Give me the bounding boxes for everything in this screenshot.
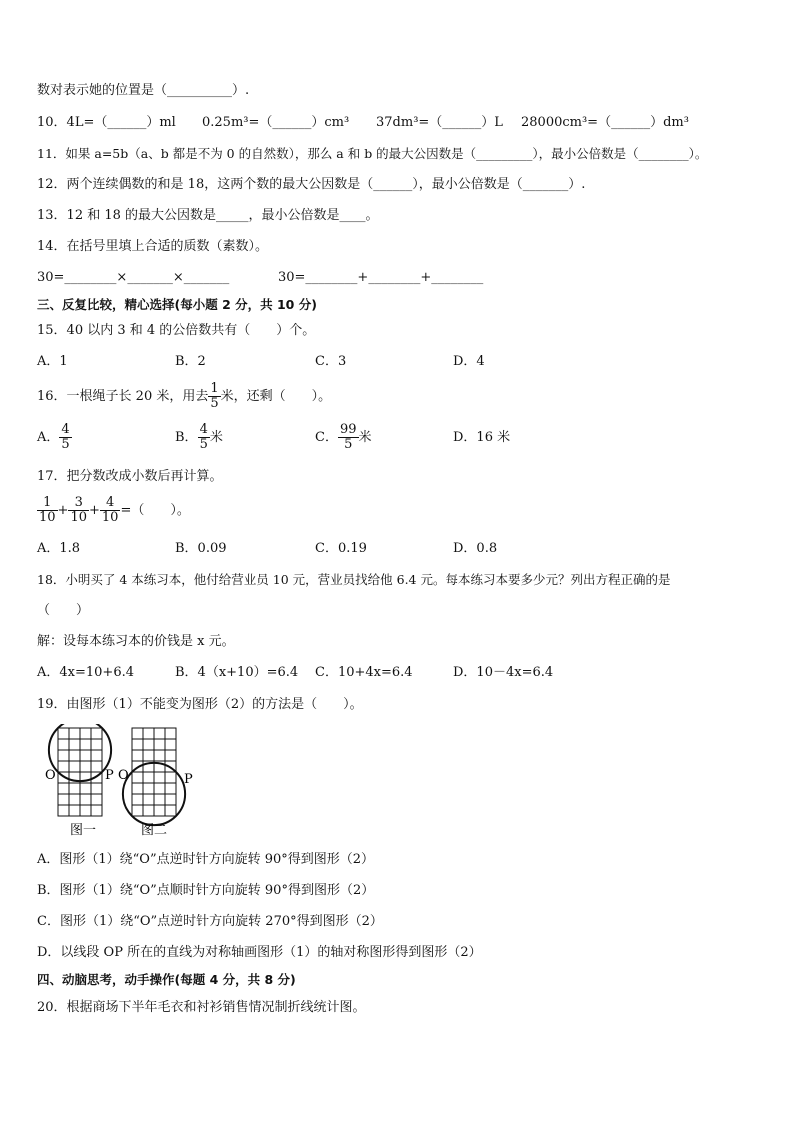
q18-line-3: 解：设每本练习本的价钱是 x 元。: [37, 634, 235, 649]
q17: 17．把分数改成小数后再计算。: [37, 469, 223, 484]
q16-c-num: 99: [339, 422, 357, 437]
q13: 13．12 和 18 的最大公因数是_____，最小公倍数是____。: [37, 208, 379, 223]
q16-option-d: D．16 米: [453, 430, 511, 445]
q18-line-2: （ ）: [37, 603, 90, 618]
q12: 12．两个连续偶数的和是 18，这两个数的最大公因数是（______），最小公倍数是（_______）.: [37, 177, 586, 192]
figure-2-p-label: P: [184, 772, 193, 787]
q10-part-c: 37dm³=（______）L: [376, 115, 503, 130]
q16-a-num: 4: [61, 422, 70, 437]
q18-option-c: C．10+4x=6.4: [315, 665, 413, 680]
q17-option-a: A．1.8: [37, 541, 81, 556]
q18-option-a: A．4x=10+6.4: [37, 665, 134, 680]
q15-option-d: D．4: [453, 354, 485, 369]
q16-option-c: [315, 421, 372, 455]
q19-option-b: B．图形（1）绕“O”点顺时针方向旋转 90°得到图形（2）: [37, 883, 375, 898]
q16-option-a-label: A．: [37, 430, 60, 445]
q19-option-a: A．图形（1）绕“O”点逆时针方向旋转 90°得到图形（2）: [37, 852, 375, 867]
q19-figure: [40, 724, 210, 842]
q16-option-c-frac: [338, 423, 359, 452]
q10-part-a: 10．4L=（______）ml: [37, 115, 176, 130]
q17-option-b: B．0.09: [175, 541, 227, 556]
section-4-heading: 四、动脑思考，动手操作(每题 4 分，共 8 分): [37, 972, 296, 987]
q17-frac-1: [37, 496, 58, 525]
q18-line-1: 18．小明买了 4 本练习本，他付给营业员 10 元，营业员找给他 6.4 元。每本练习本要多少元？列出方程正确的是: [37, 572, 671, 587]
q10-part-d: 28000cm³=（______）dm³: [521, 115, 689, 130]
q19-option-c: C．图形（1）绕“O”点逆时针方向旋转 270°得到图形（2）: [37, 914, 383, 929]
q16-b-unit: 米: [209, 430, 223, 445]
q17-2-den: 10: [70, 510, 87, 525]
q19-option-d: D．以线段 OP 所在的直线为对称轴画图形（1）的轴对称图形得到图形（2）: [37, 945, 482, 960]
section-3-heading: 三、反复比较，精心选择(每小题 2 分，共 10 分): [37, 297, 317, 312]
q16-fraction: [208, 382, 220, 411]
q16-option-a-frac: [59, 423, 71, 452]
q16-option-a: [37, 421, 72, 455]
q16-b-den: 5: [199, 437, 208, 452]
q19: 19．由图形（1）不能变为图形（2）的方法是（ ）。: [37, 697, 363, 712]
q11: 11．如果 a=5b（a、b 都是不为 0 的自然数），那么 a 和 b 的最大公因数是（_________），最小公倍数是（________）。: [37, 146, 708, 161]
q16-option-b-label: B．: [175, 430, 198, 445]
q16-text-post: 米，还剩（ ）。: [220, 389, 332, 404]
q17-expression: $\frac{1}{10}$ + $\frac{3}{10}$ + $\frac{4}{10}$ =（ ）。: [39, 495, 190, 525]
q16-c-den: 5: [344, 437, 353, 452]
q17-1-num: 1: [37, 496, 58, 511]
q16-a-den: 5: [61, 437, 70, 452]
figure-1-grid: [58, 728, 102, 816]
q16-text-pre: 16．一根绳子长 20 米，用去: [37, 389, 209, 404]
q16-c-unit: 米: [358, 430, 372, 445]
q16-option-b: [175, 421, 223, 455]
figure-2-caption: 图二: [141, 823, 168, 838]
q16-frac-num: 1: [210, 381, 219, 396]
q17-frac-3: [100, 496, 121, 525]
figure-1-caption: 图一: [70, 823, 97, 838]
q16: [37, 382, 331, 412]
q18-option-b: B．4（x+10）=6.4: [175, 665, 299, 680]
q9-tail: 数对表示她的位置是（__________）.: [37, 83, 250, 98]
q17-3-den: 10: [101, 510, 119, 525]
q16-option-b-frac: [198, 423, 210, 452]
q17-option-c: C．0.19: [315, 541, 367, 556]
q16-option-c-label: C．: [315, 430, 338, 445]
q15-option-c: C．3: [315, 354, 347, 369]
q14-sum: 30=________+________+________: [278, 270, 484, 285]
q14: 14．在括号里填上合适的质数（素数）。: [37, 239, 269, 254]
q18-option-d: D．10－4x=6.4: [453, 665, 554, 680]
q17-2-num: 3: [68, 496, 89, 511]
q17-option-d: D．0.8: [453, 541, 498, 556]
q20: 20．根据商场下半年毛衣和衬衫销售情况制折线统计图。: [37, 1000, 366, 1015]
q15-option-a: A．1: [37, 354, 68, 369]
q17-3-num: 4: [100, 496, 121, 511]
q16-frac-den: 5: [210, 396, 219, 411]
q17-tail: =（ ）。: [120, 503, 190, 518]
q15-option-b: B．2: [175, 354, 206, 369]
q14-product: 30=________×_______×_______: [37, 270, 230, 285]
q17-frac-2: [68, 496, 89, 525]
q17-1-den: 10: [39, 510, 56, 525]
q15: 15．40 以内 3 和 4 的公倍数共有（ ）个。: [37, 323, 316, 338]
figure-1-o-label: O: [45, 768, 56, 783]
figure-2-o-label: O: [118, 768, 129, 783]
q16-b-num: 4: [199, 422, 208, 437]
q10-part-b: 0.25m³=（______）cm³: [202, 115, 350, 130]
figure-1-p-label: P: [105, 768, 114, 783]
figure-2-grid: [132, 728, 176, 816]
